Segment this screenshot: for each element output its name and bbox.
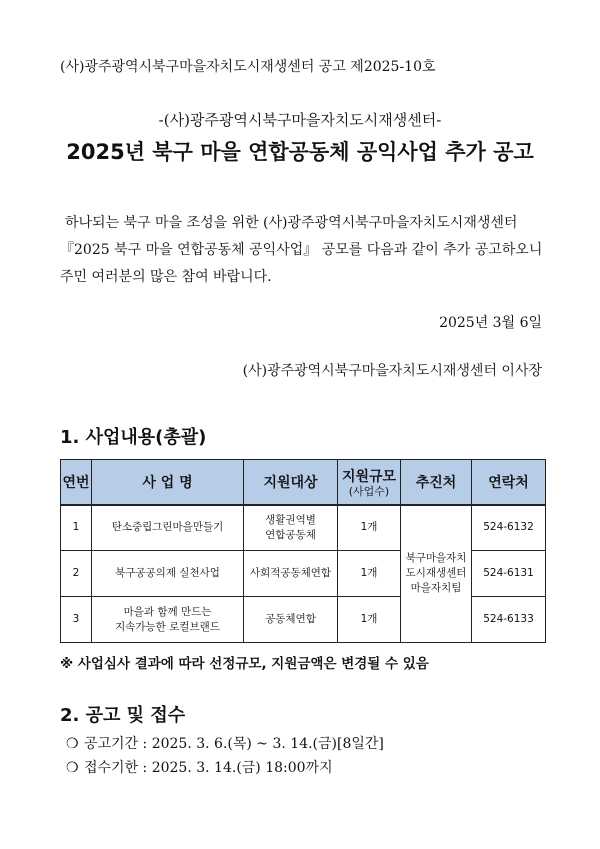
organization-subtitle: -(사)광주광역시북구마을자치도시재생센터-: [158, 111, 442, 129]
signer: (사)광주광역시북구마을자치도시재생센터 이사장: [242, 363, 542, 379]
row-target: [244, 505, 338, 551]
row-scale: 1개: [338, 597, 401, 643]
table-row: [61, 551, 546, 597]
page-title: 2025년 북구 마을 연합공동체 공익사업 추가 공고: [66, 140, 534, 164]
row-name: 북구공공의제 실천사업: [92, 551, 244, 597]
row-contact: 524-6132: [472, 505, 546, 551]
list-item-text: 공고기간 : 2025. 3. 6.(목) ~ 3. 14.(금)[8일간]: [84, 736, 384, 752]
intro-line: 하나되는 북구 마을 조성을 위한 (사)광주광역시북구마을자치도시재생센터: [65, 215, 518, 231]
list-item: [66, 732, 384, 756]
list-item: [66, 756, 384, 780]
intro-line: 주민 여러분의 많은 참여 바랍니다.: [60, 269, 272, 285]
announcement-list: [66, 732, 384, 780]
section-heading-business: 1. 사업내용(총괄): [60, 427, 207, 448]
notice-number: (사)광주광역시북구마을자치도시재생센터 공고 제2025-10호: [60, 59, 436, 75]
row-target-line: 연합공동체: [265, 528, 316, 541]
table-header-row: [61, 460, 546, 505]
row-no: 3: [61, 597, 92, 643]
promoter-line: 북구마을자치: [405, 552, 467, 565]
row-target: 사회적공동체연합: [244, 551, 338, 597]
list-item-text: 접수기한 : 2025. 3. 14.(금) 18:00까지: [84, 760, 333, 776]
column-header-no: 연번: [61, 460, 92, 505]
column-header-target: 지원대상: [244, 460, 338, 505]
circle-bullet-icon: ❍: [66, 736, 79, 752]
row-scale: 1개: [338, 551, 401, 597]
notice-date: 2025년 3월 6일: [439, 315, 542, 331]
table-note: ※ 사업심사 결과에 따라 선정규모, 지원금액은 변경될 수 있음: [60, 656, 429, 672]
row-name-line: 지속가능한 로컬브랜드: [115, 620, 220, 633]
column-header-scale-sub: (사업수): [348, 484, 390, 498]
row-name: 탄소중립그린마을만들기: [92, 505, 244, 551]
table-row: [61, 505, 546, 551]
row-contact: 524-6131: [472, 551, 546, 597]
column-header-scale: [338, 460, 401, 505]
table-row: [61, 597, 546, 643]
column-header-scale-label: 지원규모: [341, 468, 397, 485]
column-header-promoter: 추진처: [401, 460, 472, 505]
intro-line: 『2025 북구 마을 연합공동체 공익사업』 공모를 다음과 같이 추가 공고하오니: [60, 242, 543, 258]
row-name-line: 마을과 함께 만드는: [123, 605, 212, 618]
promoter-line: 마을자치팀: [410, 582, 462, 595]
column-header-name: 사 업 명: [92, 460, 244, 505]
row-contact: 524-6133: [472, 597, 546, 643]
circle-bullet-icon: ❍: [66, 760, 79, 776]
row-name: [92, 597, 244, 643]
row-target-line: 생활권역별: [265, 513, 316, 526]
row-target: 공동체연합: [244, 597, 338, 643]
column-header-contact: 연락처: [472, 460, 546, 505]
row-no: 2: [61, 551, 92, 597]
business-table: [60, 459, 546, 643]
section-heading-announcement: 2. 공고 및 접수: [60, 705, 186, 726]
intro-paragraph: [60, 210, 550, 291]
row-scale: 1개: [338, 505, 401, 551]
promoter-line: 도시재생센터: [405, 567, 467, 580]
promoter-cell: [401, 505, 472, 643]
row-no: 1: [61, 505, 92, 551]
